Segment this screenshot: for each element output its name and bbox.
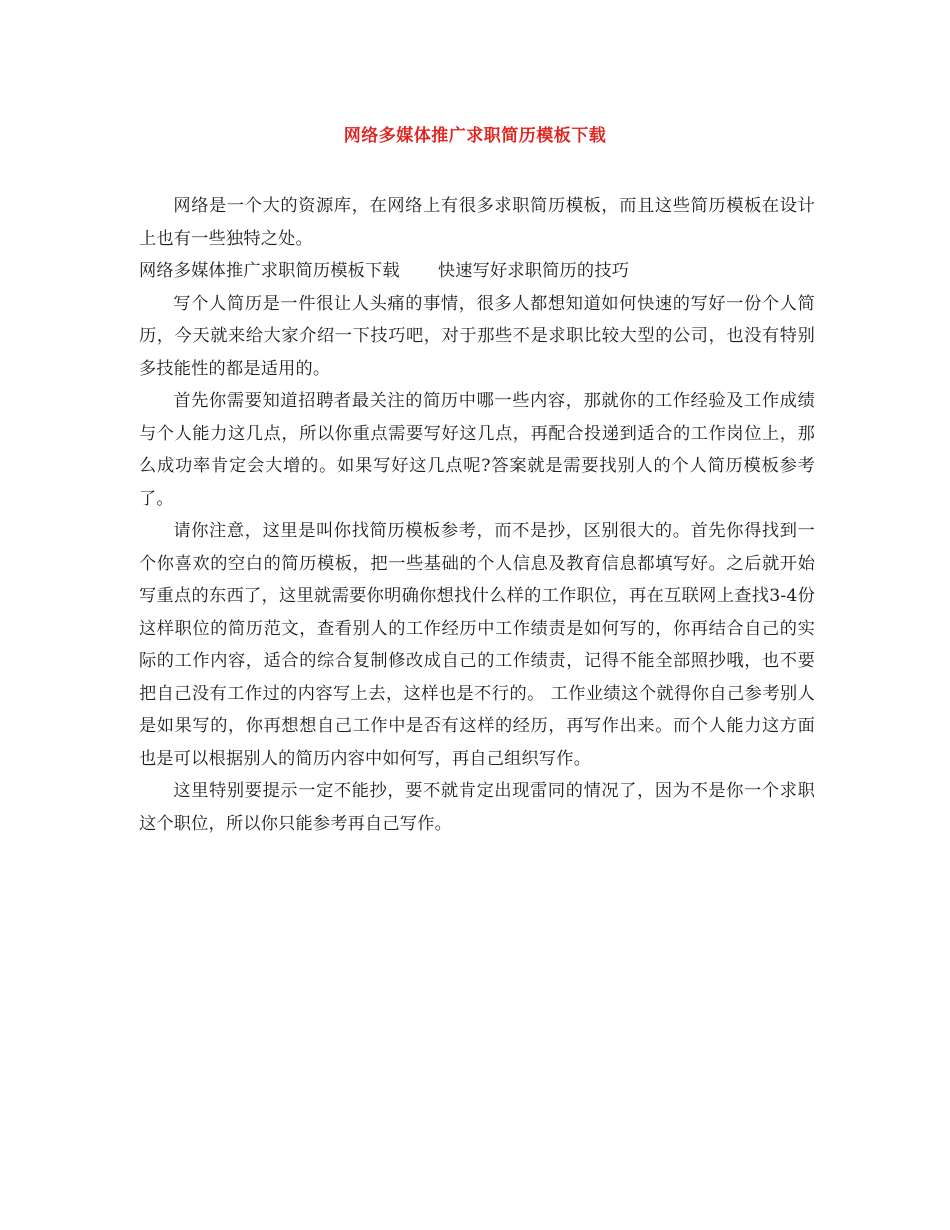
body-paragraph-3: 请你注意，这里是叫你找简历模板参考，而不是抄，区别很大的。首先你得找到一个你喜欢的空白的简历模板，把一些基础的个人信息及教育信息都填写好。之后就开始写重点的东西了，这里就需要你明确你想找什么样的工作职位，再在互联网上查找3-4份这样职位的简历范文，查看别人的工作经历中工作绩责是如何写的，你再结合自己的实际的工作内容，适合的综合复制修改成自己的工作绩责，记得不能全部照抄哦，也不要把自己没有工作过的内容写上去，这样也是不行的。 工作业绩这个就得你自己参考别人是如果写的，你再想想自己工作中是否有这样的经历，再写作出来。而个人能力这方面也是可以根据别人的简历内容中如何写，再自己组织写作。 <box>139 521 815 769</box>
page-title: 网络多媒体推广求职简历模板下载 <box>343 126 607 146</box>
section-subheading <box>139 255 815 288</box>
subheading-left: 网络多媒体推广求职简历模板下载 <box>139 261 400 281</box>
document-body <box>139 190 815 840</box>
intro-paragraph: 网络是一个大的资源库，在网络上有很多求职简历模板，而且这些简历模板在设计上也有一些独特之处。 <box>139 196 815 249</box>
body-paragraph-1: 写个人简历是一件很让人头痛的事情，很多人都想知道如何快速的写好一份个人简历，今天就来给大家介绍一下技巧吧，对于那些不是求职比较大型的公司，也没有特别多技能性的都是适用的。 <box>139 293 815 379</box>
subheading-right: 快速写好求职简历的技巧 <box>437 261 630 281</box>
body-paragraph-2: 首先你需要知道招聘者最关注的简历中哪一些内容，那就你的工作经验及工作成绩与个人能力这几点，所以你重点需要写好这几点，再配合投递到适合的工作岗位上，那么成功率肯定会大增的。如果写好这几点呢?答案就是需要找别人的个人简历模板参考了。 <box>139 391 815 509</box>
body-paragraph-4: 这里特别要提示一定不能抄，要不就肯定出现雷同的情况了，因为不是你一个求职这个职位，所以你只能参考再自己写作。 <box>139 781 815 834</box>
